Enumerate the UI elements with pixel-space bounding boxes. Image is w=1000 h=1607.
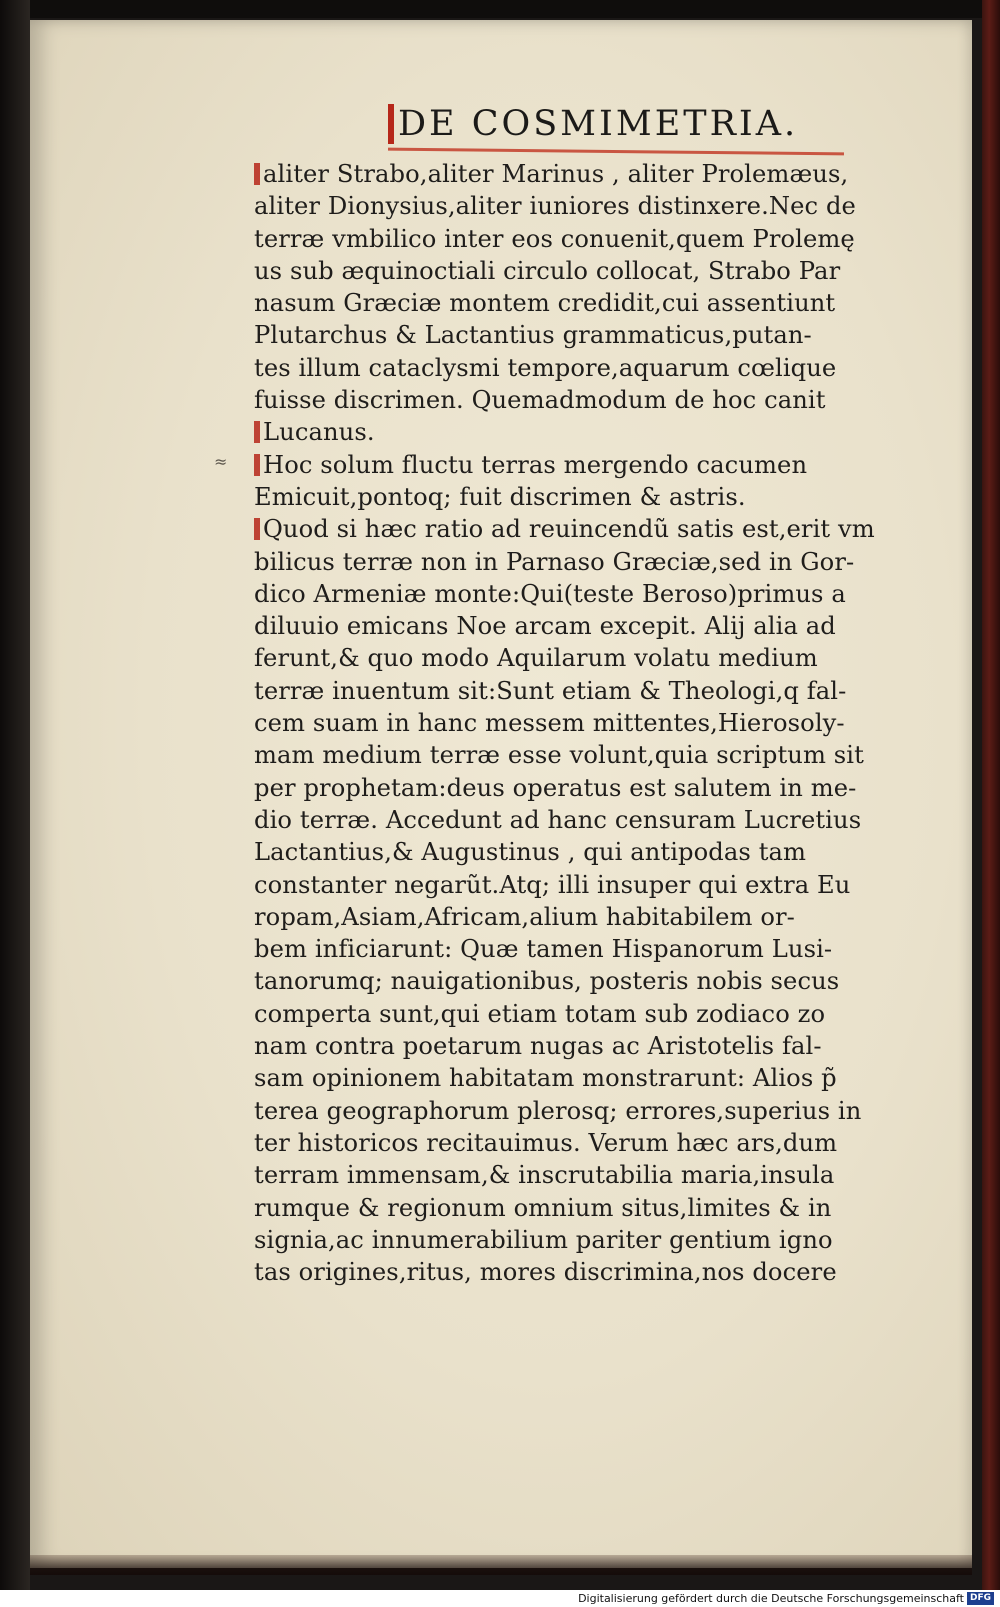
- dfg-logo: DFG: [967, 1592, 994, 1605]
- text-line: aliter Dionysius,aliter iuniores distinxere.Nec de: [254, 192, 856, 221]
- text-line: tes illum cataclysmi tempore,aquarum cœlique: [254, 353, 837, 382]
- book-gutter: [0, 0, 30, 1590]
- text-line: Quod si hæc ratio ad reuincendũ satis est,erit vm: [254, 513, 924, 545]
- text-line: Lactantius,& Augustinus , qui antipodas tam: [254, 838, 807, 867]
- text-line: diluuio emicans Noe arcam excepit. Alij alia ad: [254, 612, 836, 641]
- text-line: bilicus terræ non in Parnaso Græciæ,sed in Gor-: [254, 547, 855, 576]
- text-line: ter historicos recitauimus. Verum hæc ars,dum: [254, 1128, 838, 1157]
- text-line: rumque & regionum omnium situs,limites & in: [254, 1193, 832, 1222]
- text-line: per prophetam:deus operatus est salutem in me-: [254, 773, 857, 802]
- text-line: dio terræ. Accedunt ad hanc censuram Lucretius: [254, 805, 862, 834]
- margin-mark: ≈: [214, 452, 228, 471]
- text-line: terræ inuentum sit:Sunt etiam & Theologi,q fal-: [254, 676, 847, 705]
- scan-top-edge: [0, 0, 1000, 18]
- body-text: [254, 158, 924, 1288]
- footer-credit: Digitalisierung gefördert durch die Deutsche Forschungsgemeinschaft: [578, 1592, 964, 1605]
- page-bottom-edge: [30, 1555, 972, 1575]
- text-line: terea geographorum plerosq; errores,superius in: [254, 1096, 862, 1125]
- text-line: comperta sunt,qui etiam totam sub zodiaco zo: [254, 999, 826, 1028]
- text-line: fuisse discrimen. Quemadmodum de hoc canit: [254, 386, 826, 415]
- text-line: ropam,Asiam,Africam,alium habitabilem or-: [254, 902, 795, 931]
- text-line: constanter negarũt.Atq; illi insuper qui extra Eu: [254, 870, 851, 899]
- text-line: tas origines,ritus, mores discrimina,nos docere: [254, 1258, 837, 1287]
- text-line: Hoc solum fluctu terras mergendo cacumen: [254, 449, 924, 481]
- text-line: Lucanus.: [254, 416, 924, 448]
- text-line: terram immensam,& inscrutabilia maria,insula: [254, 1161, 835, 1190]
- text-line: mam medium terræ esse volunt,quia scriptum sit: [254, 741, 864, 770]
- running-head-text: DE COSMIMETRIA.: [388, 104, 798, 144]
- text-line: signia,ac innumerabilium pariter gentium igno: [254, 1225, 833, 1254]
- text-line: ferunt,& quo modo Aquilarum volatu medium: [254, 644, 818, 673]
- text-line: terræ vmbilico inter eos conuenit,quem Prolemę: [254, 224, 855, 253]
- text-line: aliter Strabo,aliter Marinus , aliter Prolemæus,: [254, 158, 924, 190]
- book-cover-edge: [982, 0, 1000, 1590]
- text-line: nam contra poetarum nugas ac Aristotelis fal-: [254, 1032, 822, 1061]
- text-line: Plutarchus & Lactantius grammaticus,putan-: [254, 321, 812, 350]
- text-line: Emicuit,pontoq; fuit discrimen & astris.: [254, 482, 746, 511]
- text-line: nasum Græciæ montem credidit,cui assentiunt: [254, 289, 836, 318]
- text-line: dico Armeniæ monte:Qui(teste Beroso)primus a: [254, 579, 846, 608]
- text-line: tanorumq; nauigationibus, posteris nobis secus: [254, 967, 840, 996]
- text-line: us sub æquinoctiali circulo collocat, Strabo Par: [254, 256, 841, 285]
- text-line: sam opinionem habitatam monstrarunt: Alios p̃: [254, 1064, 837, 1093]
- text-line: bem inficiarunt: Quæ tamen Hispanorum Lusi-: [254, 935, 833, 964]
- text-line: cem suam in hanc messem mittentes,Hierosoly-: [254, 709, 845, 738]
